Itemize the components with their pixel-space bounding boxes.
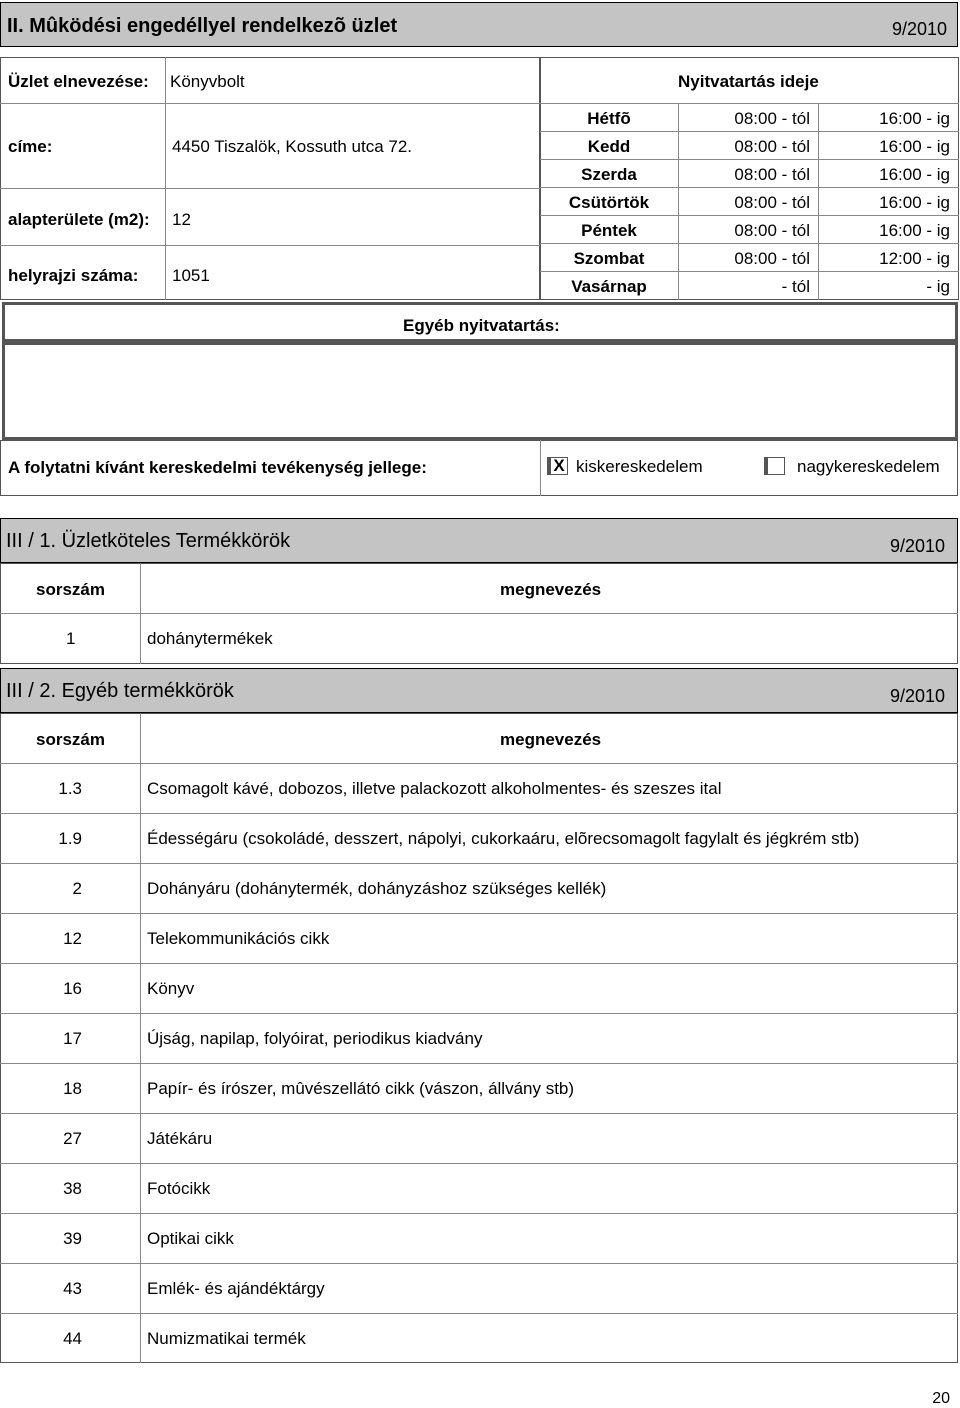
wholesale-label: nagykereskedelem bbox=[797, 457, 940, 476]
address-value: 4450 Tiszalök, Kossuth utca 72. bbox=[172, 137, 413, 156]
section3-2-title: III / 2. Egyéb termékkörök bbox=[6, 680, 234, 702]
retail-label: kiskereskedelem bbox=[576, 457, 703, 476]
product-row-name: Optikai cikk bbox=[147, 1229, 234, 1248]
hours-to: 12:00 - ig bbox=[879, 249, 950, 268]
product-row-num: 16 bbox=[63, 979, 82, 998]
product-row-num: 1.9 bbox=[58, 829, 82, 848]
section3-1-code: 9/2010 bbox=[889, 536, 945, 556]
hours-day: Vasárnap bbox=[571, 277, 647, 296]
product-row-num: 39 bbox=[63, 1229, 82, 1248]
parcel-value: 1051 bbox=[172, 266, 210, 285]
address-label: címe: bbox=[8, 137, 53, 156]
section2-code: 9/2010 bbox=[891, 19, 947, 39]
product-row-num: 18 bbox=[63, 1079, 82, 1098]
product-row-num: 1.3 bbox=[58, 779, 82, 798]
product-row-name: Csomagolt kávé, dobozos, illetve palackozott alkoholmentes- és szeszes ital bbox=[147, 779, 722, 798]
product-row-name: Numizmatikai termék bbox=[147, 1329, 306, 1348]
product-row-name: Édességáru (csokoládé, desszert, nápolyi, cukorkaáru, elõrecsomagolt fagylalt és jégkrém stb) bbox=[147, 829, 860, 848]
hours-day: Kedd bbox=[587, 137, 631, 156]
shop-name-value: Könyvbolt bbox=[170, 72, 245, 91]
product-row-name: Telekommunikációs cikk bbox=[147, 929, 330, 948]
section3-1-header bbox=[0, 518, 958, 563]
hours-from: 08:00 - tól bbox=[734, 249, 810, 268]
hours-to: 16:00 - ig bbox=[879, 165, 950, 184]
product-row-num: 17 bbox=[63, 1029, 82, 1048]
hours-day: Csütörtök bbox=[568, 193, 650, 212]
product-row-num: 38 bbox=[63, 1179, 82, 1198]
hours-day: Szerda bbox=[581, 165, 637, 184]
product-row-num: 43 bbox=[63, 1279, 82, 1298]
product-row-num: 44 bbox=[63, 1329, 82, 1348]
section3-1-col-name: megnevezés bbox=[500, 580, 602, 599]
product-row-num: 2 bbox=[72, 879, 82, 898]
section3-2-header bbox=[0, 668, 958, 713]
product-row-num: 12 bbox=[63, 929, 82, 948]
page-number: 20 bbox=[932, 1390, 950, 1407]
hours-from: - tól bbox=[781, 277, 810, 296]
hours-to: 16:00 - ig bbox=[879, 109, 950, 128]
hours-from: 08:00 - tól bbox=[734, 193, 810, 212]
product-row-name: Emlék- és ajándéktárgy bbox=[147, 1279, 325, 1298]
area-value: 12 bbox=[172, 210, 191, 229]
hours-from: 08:00 - tól bbox=[734, 165, 810, 184]
product-row-name: Játékáru bbox=[147, 1129, 213, 1148]
hours-to: 16:00 - ig bbox=[879, 193, 950, 212]
other-hours-field bbox=[2, 342, 958, 440]
section3-2-code: 9/2010 bbox=[889, 686, 945, 706]
section3-1-title: III / 1. Üzletköteles Termékkörök bbox=[6, 530, 291, 552]
hours-from: 08:00 - tól bbox=[734, 109, 810, 128]
retail-checkbox[interactable]: X bbox=[550, 457, 568, 475]
section3-2-col-name: megnevezés bbox=[500, 730, 602, 749]
section3-1-row-num: 1 bbox=[66, 629, 76, 648]
hours-from: 08:00 - tól bbox=[734, 221, 810, 240]
hours-day: Hétfõ bbox=[587, 109, 631, 128]
product-row-name: Könyv bbox=[147, 979, 195, 998]
product-row-name: Újság, napilap, folyóirat, periodikus kiadvány bbox=[147, 1029, 483, 1048]
shop-name-label: Üzlet elnevezése: bbox=[8, 72, 149, 91]
shop-info-box bbox=[0, 57, 540, 300]
product-row-num: 27 bbox=[63, 1129, 82, 1148]
hours-to: - ig bbox=[926, 277, 950, 296]
hours-to: 16:00 - ig bbox=[879, 221, 950, 240]
product-row-name: Fotócikk bbox=[147, 1179, 211, 1198]
product-row-name: Dohányáru (dohánytermék, dohányzáshoz szükséges kellék) bbox=[147, 879, 607, 898]
activity-label: A folytatni kívánt kereskedelmi tevékenység jellege: bbox=[8, 458, 427, 477]
hours-to: 16:00 - ig bbox=[879, 137, 950, 156]
section2-title: II. Mûködési engedéllyel rendelkezõ üzlet bbox=[7, 15, 398, 37]
section3-2-col-num: sorszám bbox=[36, 730, 105, 749]
wholesale-checkbox[interactable] bbox=[767, 457, 785, 475]
other-hours-header bbox=[2, 302, 958, 342]
opening-hours-header: Nyitvatartás ideje bbox=[678, 72, 819, 91]
hours-day: Szombat bbox=[573, 249, 645, 268]
parcel-label: helyrajzi száma: bbox=[8, 266, 139, 285]
section2-header bbox=[0, 2, 958, 47]
other-hours-label: Egyéb nyitvatartás: bbox=[403, 316, 560, 335]
section3-1-col-num: sorszám bbox=[36, 580, 105, 599]
hours-from: 08:00 - tól bbox=[734, 137, 810, 156]
area-label: alapterülete (m2): bbox=[8, 210, 150, 229]
section3-1-row-name: dohánytermékek bbox=[147, 629, 273, 648]
hours-day: Péntek bbox=[581, 221, 637, 240]
product-row-name: Papír- és írószer, mûvészellátó cikk (vászon, állvány stb) bbox=[147, 1079, 575, 1098]
